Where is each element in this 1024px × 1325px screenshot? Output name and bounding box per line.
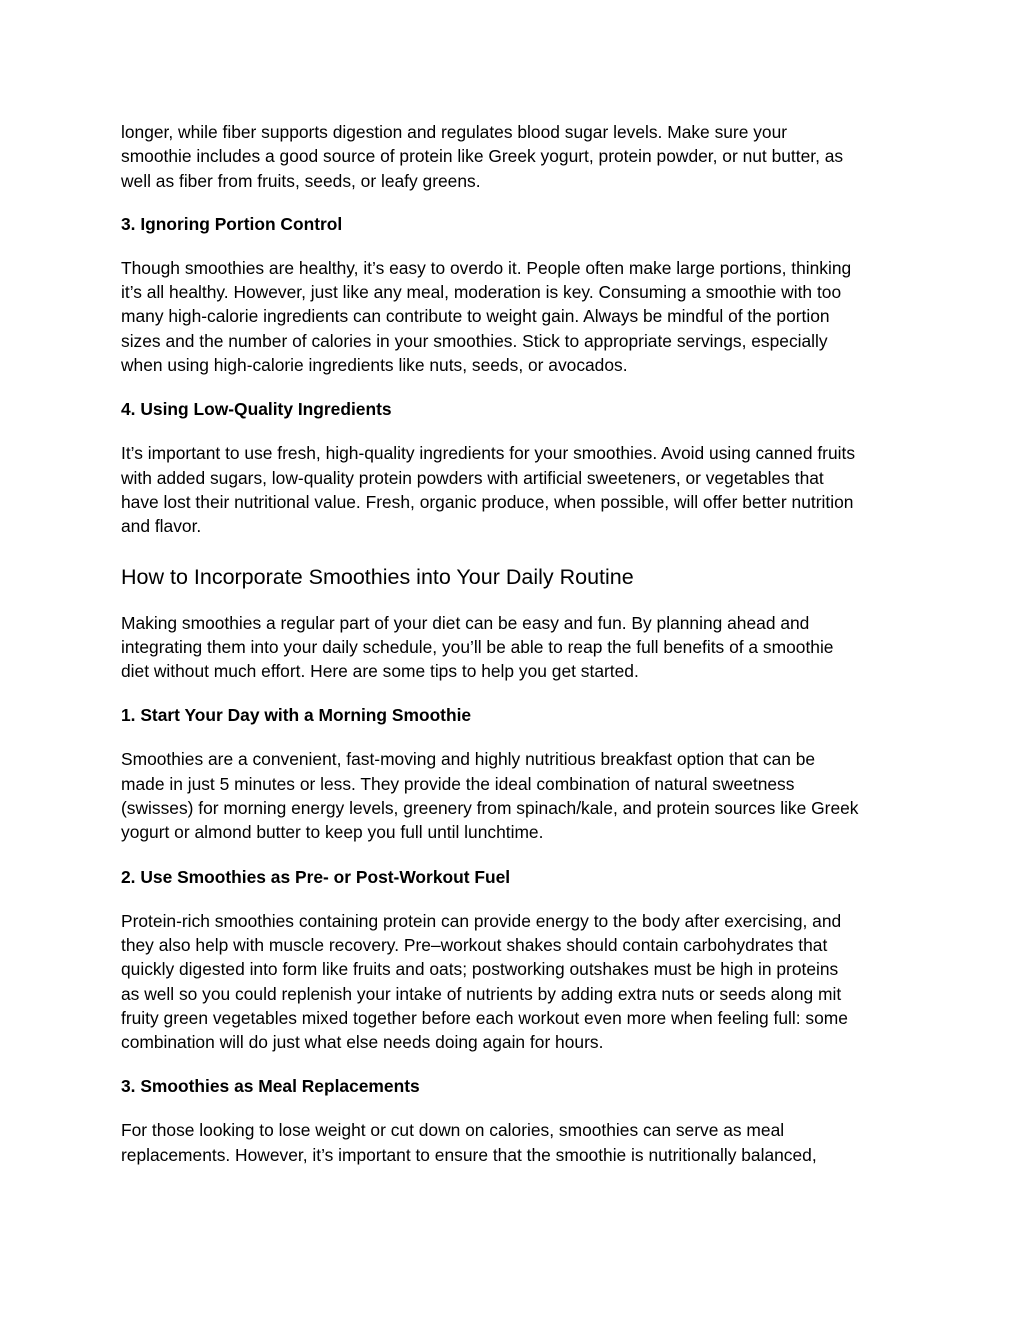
subheading-workout-fuel: 2. Use Smoothies as Pre- or Post-Workout Fuel (121, 866, 511, 887)
subheading-morning-smoothie: 1. Start Your Day with a Morning Smoothie (121, 705, 472, 726)
paragraph-workout-fuel: Protein-rich smoothies containing protein can provide energy to the body after exercising, and they also help with muscle recovery. Pre–workout shakes should contain carbohydrates that quickly digested into form like fruits and oats; postworking outshakes must be high in proteins as well so you could replenish your intake of nutrients by adding extra nuts or seeds along mit fruity green vegetables mixed together before each workout even more when feeling full: some combination will do just what else needs doing again for hours. (121, 910, 848, 1053)
subheading-low-quality: 4. Using Low-Quality Ingredients (121, 399, 392, 420)
paragraph-low-quality: It’s important to use fresh, high-quality ingredients for your smoothies. Avoid using canned fruits with added sugars, low-quality protein powders with artificial sweeteners, or vegetables that have lost their nutritional value. Fresh, organic produce, when possible, will offer better nutrition and flavor. (121, 443, 856, 537)
document-page (121, 120, 911, 1167)
paragraph-morning-smoothie: Smoothies are a convenient, fast-moving and highly nutritious breakfast option that can be made in just 5 minutes or less. They provide the ideal combination of natural sweetness (swisses) for morning energy levels, greenery from spinach/kale, and protein sources like Greek yogurt or almond butter to keep you full until lunchtime. (121, 749, 859, 843)
section-heading-daily-routine: How to Incorporate Smoothies into Your Daily Routine (121, 564, 634, 589)
paragraph-portion-control: Though smoothies are healthy, it’s easy to overdo it. People often make large portions, thinking it’s all healthy. However, just like any meal, moderation is key. Consuming a smoothie with too many high-calorie ingredients can contribute to weight gain. Always be mindful of the portion sizes and the number of calories in your smoothies. Stick to appropriate servings, especially when using high-calorie ingredients like nuts, seeds, or avocados. (121, 257, 852, 376)
paragraph-meal-replacements: For those looking to lose weight or cut down on calories, smoothies can serve as meal replacements. However, it’s important to ensure that the smoothie is nutritionally balanced, (121, 1120, 817, 1165)
subheading-portion-control: 3. Ignoring Portion Control (121, 213, 343, 234)
paragraph-fiber-protein: longer, while fiber supports digestion and regulates blood sugar levels. Make sure your smoothie includes a good source of protein like Greek yogurt, protein powder, or nut butter, as well as fiber from fruits, seeds, or leafy greens. (121, 122, 844, 191)
paragraph-daily-routine-intro: Making smoothies a regular part of your diet can be easy and fun. By planning ahead and integrating them into your daily schedule, you’ll be able to reap the full benefits of a smoothie diet without much effort. Here are some tips to help you get started. (121, 612, 834, 682)
subheading-meal-replacements: 3. Smoothies as Meal Replacements (121, 1076, 420, 1097)
